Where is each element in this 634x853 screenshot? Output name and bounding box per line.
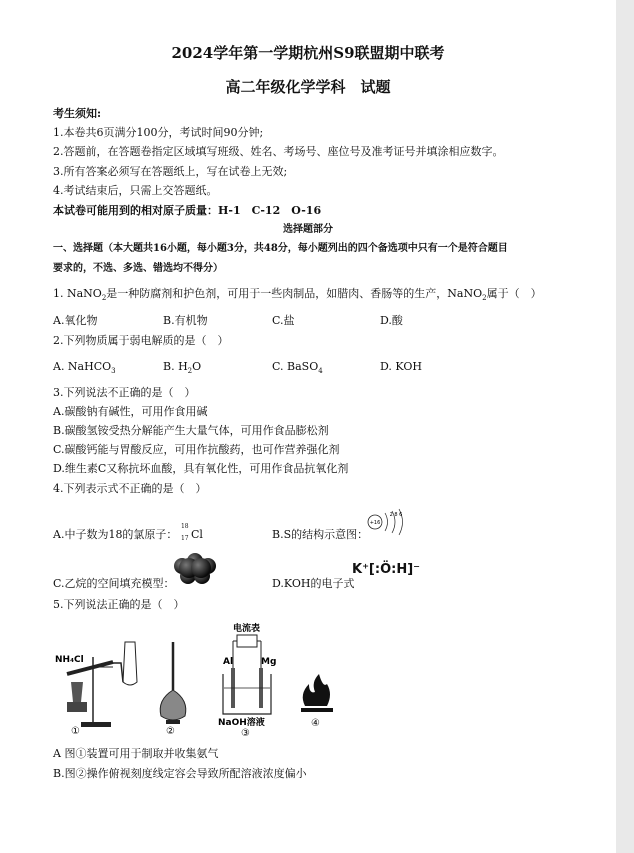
exam-title: 2024学年第一学期杭州S9联盟期中联考 bbox=[171, 44, 445, 62]
sulfur-nucleus-label: +16 bbox=[369, 520, 381, 526]
ethane-space-filling-model bbox=[172, 552, 218, 586]
notice-item-3: 3.所有答案必须写在答题纸上，写在试卷上无效; bbox=[53, 165, 288, 178]
mg-electrode-label: Mg bbox=[261, 657, 277, 667]
q3-option-b: B.碳酸氢铵受热分解能产生大量气体，可用作食品膨松剂 bbox=[53, 424, 329, 437]
apparatus-1-label: ① bbox=[71, 726, 80, 737]
vertical-scrollbar[interactable] bbox=[616, 0, 634, 853]
al-electrode-label: Al bbox=[223, 657, 234, 667]
q1-option-b: B.有机物 bbox=[163, 314, 208, 327]
sulfur-structure-diagram bbox=[365, 507, 411, 537]
q4-option-d: D.KOH的电子式 bbox=[272, 577, 355, 590]
koh-electron-formula: K⁺[:Ö:H]⁻ bbox=[352, 562, 421, 577]
nh4cl-label: NH₄Cl bbox=[55, 655, 84, 665]
apparatus-3-label: ③ bbox=[241, 728, 250, 739]
q2-option-a: A. NaHCO$_3$ bbox=[53, 360, 116, 376]
q1-stem: 1. NaNO$_2$是一种防腐剂和护色剂，可用于一些肉制品，如腊肉、香肠等的生产，NaNO$_2$属于（ ） bbox=[53, 287, 542, 303]
q5-option-b: B.图②操作俯视刻度线定容会导致所配溶液浓度偏小 bbox=[53, 767, 307, 780]
q2-option-c: C. BaSO$_4$ bbox=[272, 360, 323, 376]
apparatus-4-label: ④ bbox=[311, 718, 320, 729]
q2-stem: 2.下列物质属于弱电解质的是（ ） bbox=[53, 334, 229, 347]
section-label: 选择题部分 bbox=[283, 224, 333, 235]
q4-option-b: B.S的结构示意图： bbox=[272, 528, 369, 541]
section-heading-line1: 一、选择题（本大题共16小题，每小题3分，共48分，每小题列出的四个备选项中只有一个是符合题目 bbox=[53, 243, 508, 254]
sulfur-shell-electrons: 2 8 6 bbox=[389, 512, 403, 518]
notice-item-4: 4.考试结束后，只需上交答题纸。 bbox=[53, 184, 218, 197]
q1-option-c: C.盐 bbox=[272, 314, 295, 327]
q1-option-a: A.氧化物 bbox=[53, 314, 98, 327]
q5-option-a: A 图①装置可用于制取并收集氨气 bbox=[53, 747, 219, 760]
exam-subtitle: 高二年级化学学科 试题 bbox=[225, 78, 391, 96]
q3-option-a: A.碳酸钠有碱性，可用作食用碱 bbox=[53, 405, 208, 418]
naoh-solution-label: NaOH溶液 bbox=[218, 718, 265, 728]
q2-option-b: B. $H_2O$ bbox=[163, 360, 202, 376]
section-heading-line2: 要求的，不选、多选、错选均不得分） bbox=[53, 263, 223, 274]
q3-option-d: D.维生素C又称抗坏血酸，具有氧化性，可用作食品抗氧化剂 bbox=[53, 462, 349, 475]
q3-stem: 3.下列说法不正确的是（ ） bbox=[53, 386, 196, 399]
q2-option-d: D. KOH bbox=[380, 360, 422, 373]
apparatus-2-label: ② bbox=[166, 726, 175, 737]
atomic-mass-note: 本试卷可能用到的相对原子质量：H-1 C-12 O-16 bbox=[53, 204, 322, 217]
q3-option-c: C.碳酸钙能与胃酸反应，可用作抗酸药，也可作营养强化剂 bbox=[53, 443, 340, 456]
q4-option-a: A.中子数为18的氯原子： 18 17 Cl bbox=[53, 523, 203, 542]
q1-option-d: D.酸 bbox=[380, 314, 403, 327]
notice-item-1: 1.本卷共6页满分100分，考试时间90分钟; bbox=[53, 126, 264, 139]
q5-apparatus-figure bbox=[53, 622, 341, 740]
ammeter-label: 电流表 bbox=[233, 624, 261, 634]
q4-option-c: C.乙烷的空间填充模型： bbox=[53, 577, 175, 590]
q5-stem: 5.下列说法正确的是（ ） bbox=[53, 598, 185, 611]
q4-stem: 4.下列表示式不正确的是（ ） bbox=[53, 482, 207, 495]
notice-heading: 考生须知: bbox=[53, 107, 102, 120]
notice-item-2: 2.答题前，在答题卷指定区域填写班级、姓名、考场号、座位号及准考证号并填涂相应数字。 bbox=[53, 145, 504, 158]
